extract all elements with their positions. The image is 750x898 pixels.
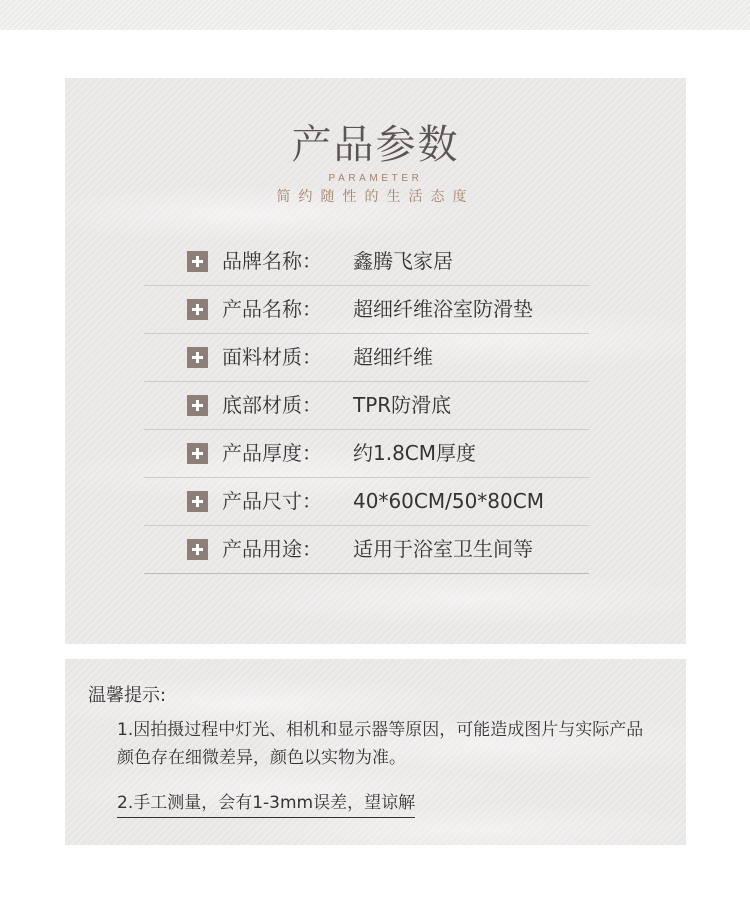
param-row-brand [144, 238, 589, 286]
param-value: 40*60CM/50*80CM [353, 489, 544, 513]
top-decorative-band [0, 0, 750, 30]
param-label: 底部材质： [222, 393, 322, 417]
plus-icon [187, 251, 208, 272]
param-row-product-name [144, 286, 589, 334]
notes-item-color-difference: 1.因拍摄过程中灯光、相机和显示器等原因，可能造成图片与实际产品颜色存在细微差异，颜色以实物为准。 [117, 720, 644, 768]
notes-item-measurement: 2.手工测量，会有1-3mm误差，望谅解 [117, 791, 415, 818]
param-label: 面料材质： [222, 345, 322, 369]
notes-panel [65, 659, 686, 845]
plus-icon [187, 395, 208, 416]
param-label: 产品尺寸： [222, 489, 322, 513]
param-value: 适用于浴室卫生间等 [353, 537, 533, 561]
param-row-fabric [144, 334, 589, 382]
param-label: 产品厚度： [222, 441, 322, 465]
plus-icon [187, 443, 208, 464]
param-row-base [144, 382, 589, 430]
param-label: 产品用途： [222, 537, 322, 561]
param-label: 品牌名称： [222, 249, 322, 273]
param-row-thickness [144, 430, 589, 478]
section-subtitle-cn: 简约随性的生活态度 [276, 189, 475, 205]
param-value: TPR防滑底 [353, 393, 452, 417]
param-value: 超细纤维浴室防滑垫 [353, 297, 533, 321]
param-row-size [144, 478, 589, 526]
notes-heading: 温馨提示: [88, 685, 167, 706]
plus-icon [187, 347, 208, 368]
param-value: 鑫腾飞家居 [353, 249, 453, 273]
param-value: 超细纤维 [353, 345, 433, 369]
param-row-usage [144, 526, 589, 574]
parameters-panel [65, 78, 686, 644]
param-value: 约1.8CM厚度 [353, 441, 477, 465]
section-subtitle-en: PARAMETER [328, 173, 423, 184]
param-label: 产品名称： [222, 297, 322, 321]
plus-icon [187, 299, 208, 320]
plus-icon [187, 491, 208, 512]
plus-icon [187, 539, 208, 560]
section-title: 产品参数 [291, 122, 460, 168]
